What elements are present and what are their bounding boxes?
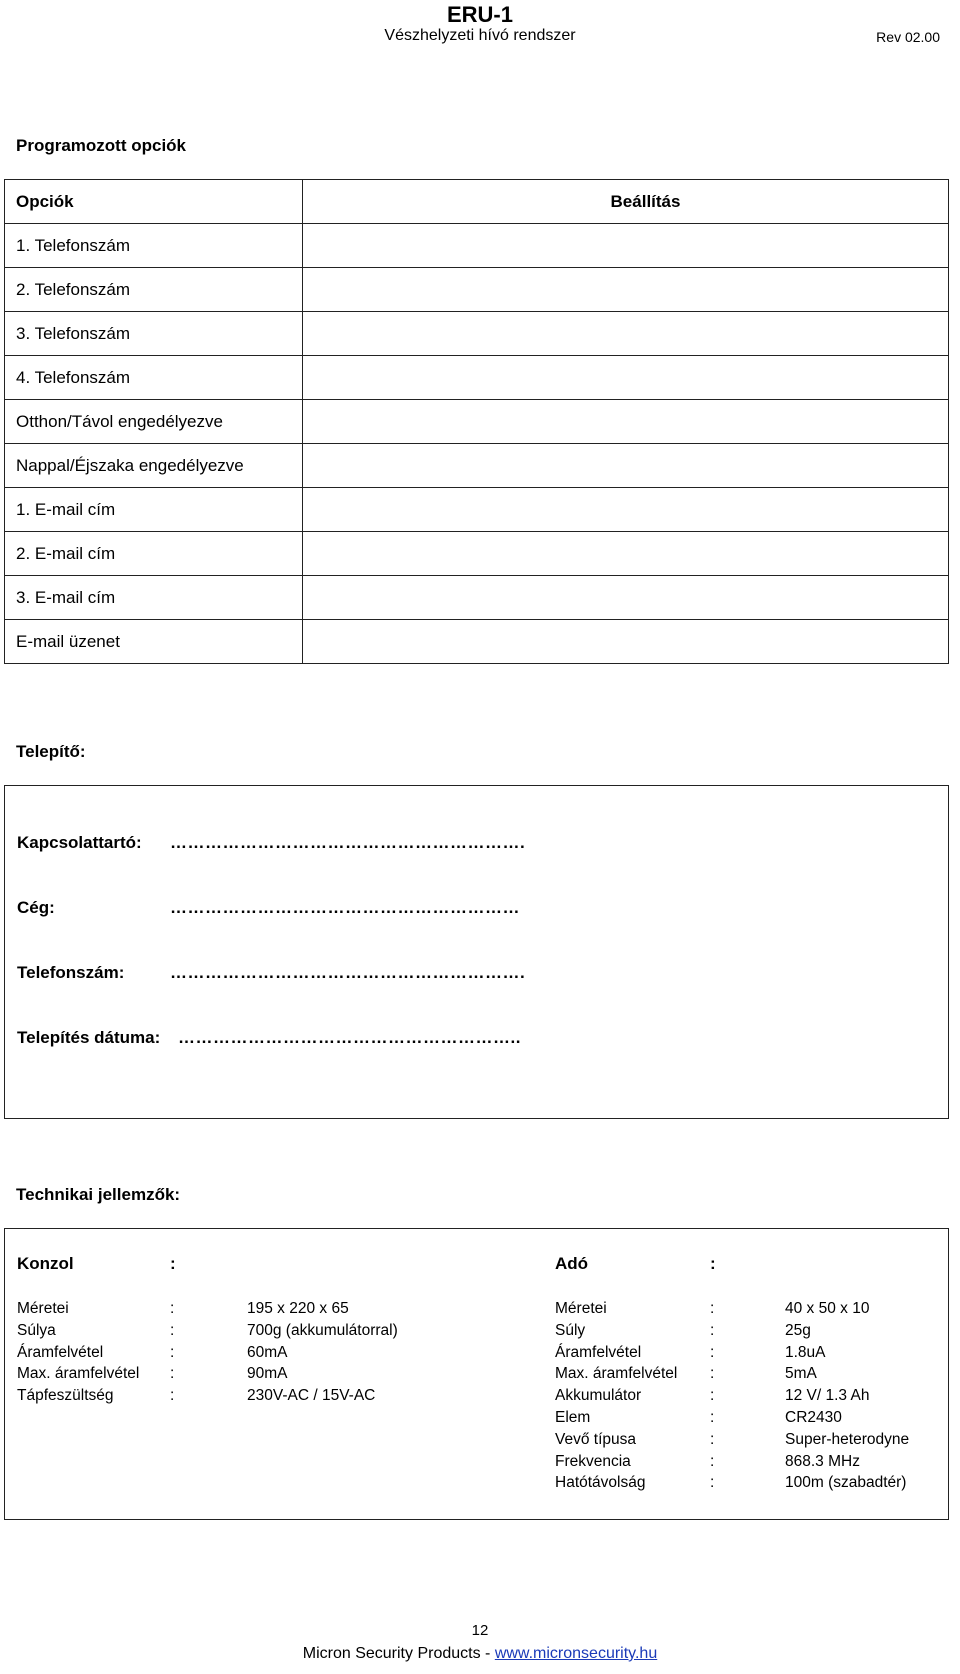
option-setting-cell[interactable] <box>303 620 949 664</box>
console-heading: Konzol <box>17 1254 74 1273</box>
company-field[interactable]: …………………………………………………… <box>170 898 520 917</box>
col-header-options: Opciók <box>5 180 303 224</box>
option-label: E-mail üzenet <box>5 620 303 664</box>
footer-website-link[interactable]: www.micronsecurity.hu <box>494 1645 658 1662</box>
technical-section-title: Technikai jellemzők: <box>16 1185 181 1204</box>
phone-label: Telefonszám: <box>17 963 125 982</box>
option-label: 4. Telefonszám <box>5 356 303 400</box>
footer <box>0 1645 960 1663</box>
spec-separator: : <box>710 1321 715 1339</box>
spec-value: 25g <box>785 1321 811 1339</box>
option-label: 3. Telefonszám <box>5 312 303 356</box>
table-row <box>5 576 949 620</box>
spec-label: Max. áramfelvétel <box>555 1365 678 1383</box>
contact-field[interactable]: ……………………………………………………. <box>170 833 526 852</box>
spec-label: Max. áramfelvétel <box>17 1365 140 1383</box>
spec-separator: : <box>710 1452 715 1470</box>
spec-value: CR2430 <box>785 1408 842 1426</box>
option-label: 3. E-mail cím <box>5 576 303 620</box>
table-row <box>5 532 949 576</box>
spec-separator: : <box>710 1430 715 1448</box>
console-heading-colon: : <box>170 1254 176 1273</box>
console-spec-values <box>247 1298 398 1407</box>
console-spec-separators <box>170 1298 174 1407</box>
transmitter-spec-separators <box>710 1298 714 1494</box>
phone-field[interactable]: ……………………………………………………. <box>170 963 526 982</box>
table-row <box>5 620 949 664</box>
option-setting-cell[interactable] <box>303 312 949 356</box>
spec-label: Frekvencia <box>555 1452 631 1470</box>
options-table-header <box>5 180 949 224</box>
transmitter-spec-values <box>785 1298 909 1494</box>
spec-value: 868.3 MHz <box>785 1452 860 1470</box>
spec-label: Akkumulátor <box>555 1387 642 1405</box>
spec-value: 5mA <box>785 1365 817 1383</box>
spec-label: Súlya <box>17 1321 56 1339</box>
page-number: 12 <box>471 1622 489 1639</box>
option-label: 2. E-mail cím <box>5 532 303 576</box>
spec-separator: : <box>170 1321 175 1339</box>
document-subtitle: Vészhelyzeti hívó rendszer <box>384 27 576 44</box>
option-setting-cell[interactable] <box>303 268 949 312</box>
spec-label: Tápfeszültség <box>17 1387 114 1405</box>
table-row <box>5 444 949 488</box>
col-header-setting: Beállítás <box>303 180 949 224</box>
transmitter-spec-labels <box>555 1298 677 1494</box>
option-setting-cell[interactable] <box>303 488 949 532</box>
spec-label: Súly <box>555 1321 586 1339</box>
option-setting-cell[interactable] <box>303 532 949 576</box>
spec-value: 1.8uA <box>785 1343 826 1361</box>
table-row <box>5 488 949 532</box>
spec-separator: : <box>170 1387 175 1405</box>
spec-value: 195 x 220 x 65 <box>247 1300 349 1317</box>
spec-separator: : <box>710 1343 715 1361</box>
installer-section-title: Telepítő: <box>16 742 86 761</box>
installer-box <box>4 785 949 1119</box>
spec-separator: : <box>710 1387 715 1405</box>
table-row <box>5 268 949 312</box>
transmitter-heading: Adó <box>555 1254 589 1273</box>
spec-value: 90mA <box>247 1365 288 1383</box>
spec-label: Elem <box>555 1408 591 1426</box>
option-setting-cell[interactable] <box>303 224 949 268</box>
option-label: Nappal/Éjszaka engedélyezve <box>5 444 303 488</box>
option-label: Otthon/Távol engedélyezve <box>5 400 303 444</box>
document-title: ERU-1 <box>446 2 513 27</box>
spec-separator: : <box>170 1300 175 1317</box>
spec-value: 700g (akkumulátorral) <box>247 1321 398 1339</box>
revision-label: Rev 02.00 <box>876 29 940 45</box>
spec-value: 230V-AC / 15V-AC <box>247 1387 376 1405</box>
option-label: 1. E-mail cím <box>5 488 303 532</box>
spec-value: 100m (szabadtér) <box>785 1474 907 1492</box>
spec-label: Méretei <box>17 1300 69 1317</box>
spec-value: Super-heterodyne <box>785 1430 910 1448</box>
transmitter-heading-colon: : <box>710 1254 716 1273</box>
spec-label: Áramfelvétel <box>555 1343 642 1361</box>
table-row <box>5 356 949 400</box>
console-spec-labels <box>17 1298 139 1407</box>
option-setting-cell[interactable] <box>303 444 949 488</box>
spec-value: 12 V/ 1.3 Ah <box>785 1387 870 1405</box>
install-date-label: Telepítés dátuma: <box>17 1028 161 1047</box>
footer-company: Micron Security Products - <box>302 1645 491 1662</box>
spec-value: 60mA <box>247 1343 288 1361</box>
spec-value: 40 x 50 x 10 <box>785 1300 870 1317</box>
spec-separator: : <box>710 1300 715 1317</box>
contact-label: Kapcsolattartó: <box>17 833 142 852</box>
spec-separator: : <box>170 1365 175 1383</box>
spec-label: Áramfelvétel <box>17 1343 104 1361</box>
table-row <box>5 400 949 444</box>
spec-label: Méretei <box>555 1300 607 1317</box>
table-row <box>5 312 949 356</box>
technical-box <box>4 1228 949 1520</box>
option-setting-cell[interactable] <box>303 576 949 620</box>
spec-separator: : <box>710 1365 715 1383</box>
spec-separator: : <box>170 1343 175 1361</box>
option-label: 1. Telefonszám <box>5 224 303 268</box>
options-section-title: Programozott opciók <box>16 136 187 155</box>
spec-label: Hatótávolság <box>555 1474 646 1492</box>
option-setting-cell[interactable] <box>303 356 949 400</box>
spec-separator: : <box>710 1408 715 1426</box>
install-date-field[interactable]: ………………………………………………….. <box>178 1028 521 1047</box>
option-label: 2. Telefonszám <box>5 268 303 312</box>
table-row <box>5 224 949 268</box>
spec-label: Vevő típusa <box>555 1430 637 1448</box>
company-label: Cég: <box>17 898 55 917</box>
options-table <box>4 179 949 664</box>
spec-separator: : <box>710 1474 715 1492</box>
option-setting-cell[interactable] <box>303 400 949 444</box>
